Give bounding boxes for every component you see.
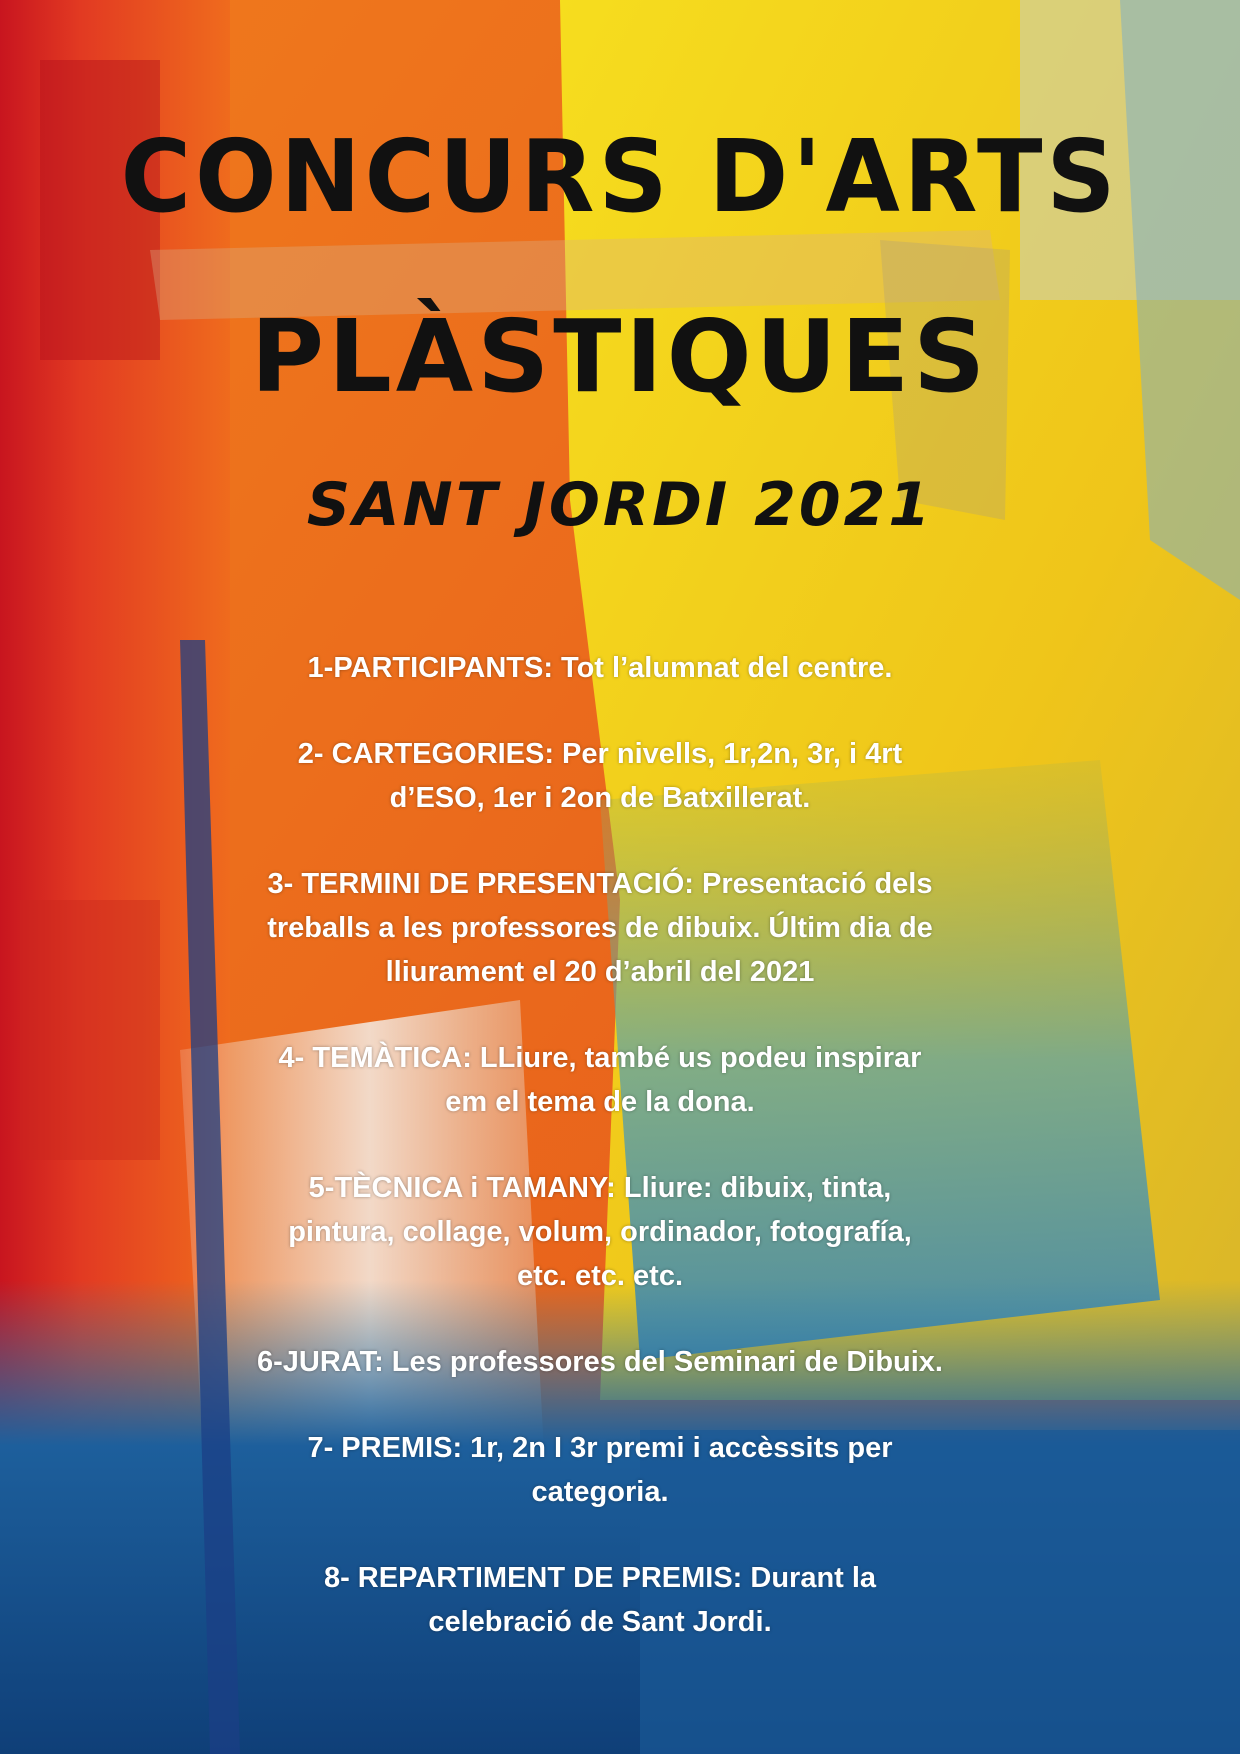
rule-deadline: 3- TERMINI DE PRESENTACIÓ: Presentació dels treballs a les professores de dibuix. Últim dia de lliurament el 20 d’abril del 2021 <box>267 868 933 988</box>
rule-technique: 5-TÈCNICA i TAMANY: Lliure: dibuix, tinta, pintura, collage, volum, ordinador, fotografía, etc. etc. etc. <box>288 1172 912 1292</box>
rule-jury: 6-JURAT: Les professores del Seminari de Dibuix. <box>257 1346 943 1378</box>
rule-categories: 2- CARTEGORIES: Per nivells, 1r,2n, 3r, i 4rt d’ESO, 1er i 2on de Batxillerat. <box>297 738 903 814</box>
rules-list <box>180 646 1020 1686</box>
rule-award-ceremony: 8- REPARTIMENT DE PREMIS: Durant la celebració de Sant Jordi. <box>323 1562 877 1638</box>
poster-title-line-2: PLÀSTIQUES <box>250 298 990 415</box>
poster-subtitle: SANT JORDI 2021 <box>306 470 934 540</box>
rule-theme: 4- TEMÀTICA: LLiure, també us podeu inspirar em el tema de la dona. <box>278 1042 922 1118</box>
poster-title-line-1: CONCURS D'ARTS <box>120 118 1120 235</box>
rule-prizes: 7- PREMIS: 1r, 2n I 3r premi i accèssits per categoria. <box>307 1432 893 1508</box>
rule-participants: 1-PARTICIPANTS: Tot l’alumnat del centre. <box>307 652 893 684</box>
